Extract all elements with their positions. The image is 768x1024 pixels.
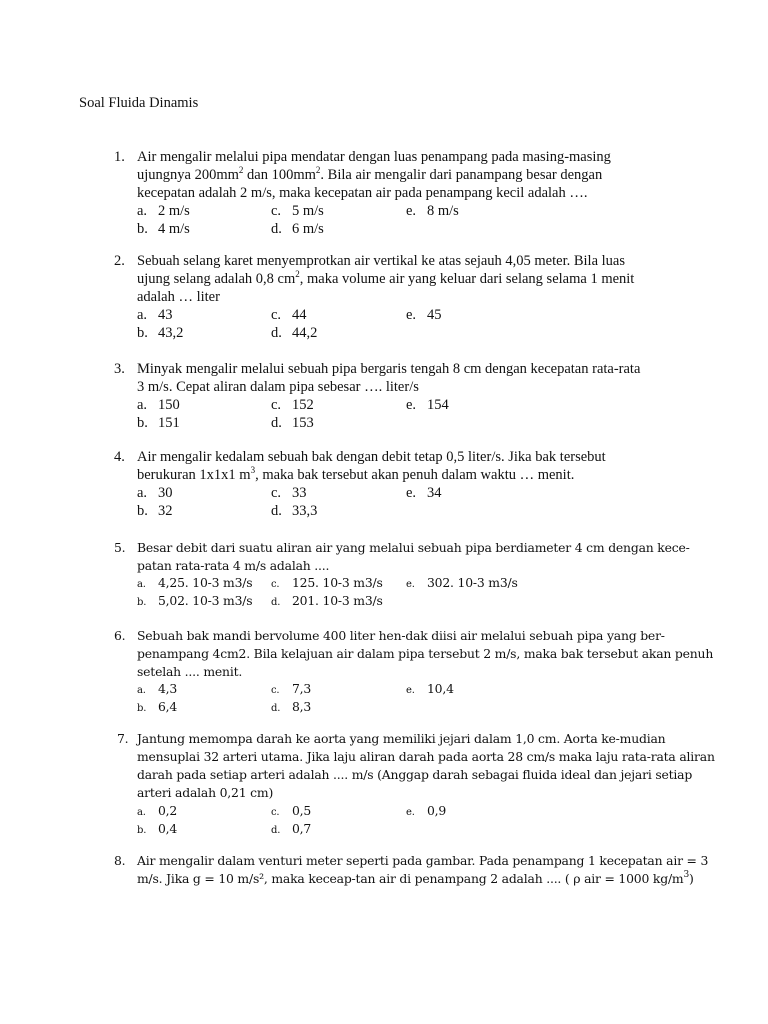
- text-segment: , maka volume air yang keluar dari selang selama 1 menit: [299, 271, 635, 287]
- answer-option: [271, 502, 317, 520]
- question-text-line: [137, 766, 692, 784]
- option-value: 125. 10-3 m3/s: [292, 575, 383, 590]
- answer-option: [406, 306, 442, 324]
- answer-option: [406, 396, 449, 414]
- option-letter: d.: [271, 597, 281, 608]
- option-value: 2 m/s: [158, 203, 190, 219]
- option-letter: d.: [271, 221, 282, 237]
- option-letter: b.: [137, 325, 148, 341]
- option-letter: e.: [406, 203, 417, 219]
- option-value: 4,3: [158, 681, 178, 696]
- answer-option: [137, 414, 180, 432]
- question-number: 6.: [114, 628, 126, 643]
- answer-option: [271, 324, 317, 342]
- answer-option: [137, 502, 173, 520]
- option-letter: b.: [137, 703, 147, 714]
- option-value: 150: [158, 397, 180, 413]
- option-value: 34: [427, 485, 442, 501]
- answer-option: [137, 802, 177, 822]
- option-value: 0,5: [292, 803, 312, 818]
- question-text-line: [137, 288, 220, 306]
- superscript: 3: [683, 870, 690, 880]
- option-letter: c.: [271, 807, 280, 818]
- option-letter: c.: [271, 397, 282, 413]
- question-number: 5.: [114, 540, 126, 555]
- option-letter: c.: [271, 685, 280, 696]
- answer-option: [406, 484, 442, 502]
- option-letter: d.: [271, 503, 282, 519]
- question-text-line: [137, 448, 606, 466]
- option-value: 8,3: [292, 699, 312, 714]
- text-segment: adalah … liter: [137, 289, 220, 305]
- option-value: 0,2: [158, 803, 178, 818]
- text-segment: penampang 4cm2. Bila kelajuan air dalam pipa tersebut 2 m/s, maka bak tersebut akan penuh: [137, 646, 714, 661]
- option-letter: e.: [406, 807, 415, 818]
- option-value: 43: [158, 307, 173, 323]
- superscript: 2: [315, 165, 321, 175]
- question-text-line: [137, 184, 588, 202]
- text-segment: , maka bak tersebut akan penuh dalam waktu … menit.: [255, 467, 575, 483]
- text-segment: setelah .... menit.: [137, 664, 243, 679]
- answer-option: [137, 202, 190, 220]
- superscript: 3: [250, 465, 256, 475]
- text-segment: dan 100mm: [243, 167, 316, 183]
- option-value: 7,3: [292, 681, 312, 696]
- question-text-line: [137, 539, 690, 557]
- option-letter: d.: [271, 325, 282, 341]
- answer-option: [137, 484, 173, 502]
- answer-option: [271, 414, 314, 432]
- option-letter: e.: [406, 307, 417, 323]
- option-letter: d.: [271, 415, 282, 431]
- option-letter: c.: [271, 203, 282, 219]
- text-segment: 3 m/s. Cepat aliran dalam pipa sebesar …. liter/s: [137, 379, 419, 395]
- answer-option: [406, 574, 518, 594]
- answer-option: [137, 306, 173, 324]
- option-value: 152: [292, 397, 314, 413]
- question-text-line: [137, 870, 694, 888]
- option-value: 302. 10-3 m3/s: [427, 575, 518, 590]
- question-number: 1.: [114, 149, 125, 165]
- option-value: 6 m/s: [292, 221, 324, 237]
- answer-option: [271, 396, 314, 414]
- option-letter: a.: [137, 485, 148, 501]
- option-value: 32: [158, 503, 173, 519]
- question-text-line: [137, 378, 419, 396]
- answer-option: [137, 220, 190, 238]
- option-value: 0,9: [427, 803, 447, 818]
- text-segment: Jantung memompa darah ke aorta yang memiliki jejari dalam 1,0 cm. Aorta ke-mudian: [137, 731, 666, 746]
- answer-option: [271, 802, 311, 822]
- answer-option: [271, 820, 311, 840]
- option-value: 151: [158, 415, 180, 431]
- text-segment: Air mengalir melalui pipa mendatar dengan luas penampang pada masing-masing: [137, 149, 611, 165]
- text-segment: Sebuah selang karet menyemprotkan air vertikal ke atas sejauh 4,05 meter. Bila luas: [137, 253, 626, 269]
- question-text-line: [137, 748, 715, 766]
- option-letter: a.: [137, 685, 146, 696]
- option-value: 44,2: [292, 325, 318, 341]
- answer-option: [137, 698, 177, 718]
- answer-option: [137, 396, 180, 414]
- option-value: 153: [292, 415, 314, 431]
- option-value: 201. 10-3 m3/s: [292, 593, 383, 608]
- option-value: 6,4: [158, 699, 178, 714]
- option-letter: b.: [137, 597, 147, 608]
- option-value: 154: [427, 397, 449, 413]
- option-letter: d.: [271, 825, 281, 836]
- question-text-line: [137, 360, 640, 378]
- option-value: 5 m/s: [292, 203, 324, 219]
- question-text-line: [137, 252, 625, 270]
- answer-option: [271, 574, 383, 594]
- option-value: 0,4: [158, 821, 178, 836]
- option-letter: a.: [137, 807, 146, 818]
- text-segment: darah pada setiap arteri adalah .... m/s (Anggap darah sebagai fluida ideal dan jejari setiap: [137, 767, 693, 782]
- option-letter: a.: [137, 397, 148, 413]
- text-segment: Besar debit dari suatu aliran air yang melalui sebuah pipa berdiameter 4 cm dengan kece-: [137, 540, 690, 555]
- question-text-line: [137, 784, 273, 802]
- answer-option: [137, 324, 183, 342]
- option-letter: a.: [137, 579, 146, 590]
- option-letter: c.: [271, 307, 282, 323]
- question-text-line: [137, 852, 708, 870]
- question-text-line: [137, 270, 634, 288]
- text-segment: ujung selang adalah 0,8 cm: [137, 271, 296, 287]
- option-value: 4 m/s: [158, 221, 190, 237]
- superscript: 2: [238, 165, 244, 175]
- superscript: 2: [295, 269, 300, 279]
- question-number: 4.: [114, 449, 125, 465]
- option-letter: e.: [406, 685, 415, 696]
- option-letter: e.: [406, 397, 417, 413]
- answer-option: [406, 202, 459, 220]
- text-segment: mensuplai 32 arteri utama. Jika laju aliran darah pada aorta 28 cm/s maka laju rata-rata aliran: [137, 749, 715, 764]
- text-segment: m/s. Jika g = 10 m/s², maka keceap-tan air di penampang 2 adalah .... ( ρ air = 1000 kg/m: [137, 871, 684, 886]
- question-number: 8.: [114, 853, 126, 868]
- answer-option: [137, 680, 177, 700]
- question-text-line: [137, 148, 611, 166]
- option-value: 0,7: [292, 821, 312, 836]
- text-segment: ): [689, 871, 694, 886]
- option-letter: e.: [406, 485, 417, 501]
- option-value: 5,02. 10-3 m3/s: [158, 593, 253, 608]
- text-segment: patan rata-rata 4 m/s adalah ....: [137, 558, 330, 573]
- answer-option: [137, 592, 252, 612]
- answer-option: [271, 680, 311, 700]
- question-number: 7.: [117, 731, 129, 746]
- text-segment: arteri adalah 0,21 cm): [137, 785, 274, 800]
- question-text-line: [137, 663, 242, 681]
- text-segment: Minyak mengalir melalui sebuah pipa bergaris tengah 8 cm dengan kecepatan rata-rata: [137, 361, 641, 377]
- option-letter: b.: [137, 503, 148, 519]
- question-text-line: [137, 645, 713, 663]
- answer-option: [137, 820, 177, 840]
- text-segment: Sebuah bak mandi bervolume 400 liter hen-dak diisi air melalui sebuah pipa yang ber-: [137, 628, 665, 643]
- question-text-line: [137, 166, 602, 184]
- option-letter: b.: [137, 825, 147, 836]
- option-letter: b.: [137, 221, 148, 237]
- option-value: 43,2: [158, 325, 184, 341]
- text-segment: Air mengalir dalam venturi meter seperti pada gambar. Pada penampang 1 kecepatan air = 3: [137, 853, 709, 868]
- text-segment: Air mengalir kedalam sebuah bak dengan debit tetap 0,5 liter/s. Jika bak tersebut: [137, 449, 606, 465]
- option-letter: b.: [137, 415, 148, 431]
- answer-option: [271, 484, 307, 502]
- answer-option: [271, 306, 307, 324]
- answer-option: [271, 202, 324, 220]
- question-text-line: [137, 730, 665, 748]
- option-letter: a.: [137, 203, 148, 219]
- option-value: 33,3: [292, 503, 318, 519]
- option-value: 44: [292, 307, 307, 323]
- answer-option: [271, 698, 311, 718]
- answer-option: [406, 680, 454, 700]
- text-segment: berukuran 1x1x1 m: [137, 467, 251, 483]
- question-number: 3.: [114, 361, 125, 377]
- answer-option: [271, 220, 324, 238]
- option-value: 8 m/s: [427, 203, 459, 219]
- option-value: 4,25. 10-3 m3/s: [158, 575, 253, 590]
- question-text-line: [137, 466, 574, 484]
- document-title: Soal Fluida Dinamis: [79, 95, 199, 111]
- text-segment: . Bila air mengalir dari panampang besar dengan: [320, 167, 603, 183]
- question-number: 2.: [114, 253, 125, 269]
- answer-option: [137, 574, 252, 594]
- option-letter: e.: [406, 579, 415, 590]
- option-letter: d.: [271, 703, 281, 714]
- option-value: 10,4: [427, 681, 454, 696]
- question-text-line: [137, 627, 665, 645]
- option-value: 30: [158, 485, 173, 501]
- option-value: 45: [427, 307, 442, 323]
- text-segment: kecepatan adalah 2 m/s, maka kecepatan air pada penampang kecil adalah ….: [137, 185, 588, 201]
- answer-option: [406, 802, 446, 822]
- question-text-line: [137, 557, 329, 575]
- text-segment: ujungnya 200mm: [137, 167, 239, 183]
- option-letter: c.: [271, 485, 282, 501]
- option-letter: a.: [137, 307, 148, 323]
- answer-option: [271, 592, 383, 612]
- option-letter: c.: [271, 579, 280, 590]
- option-value: 33: [292, 485, 307, 501]
